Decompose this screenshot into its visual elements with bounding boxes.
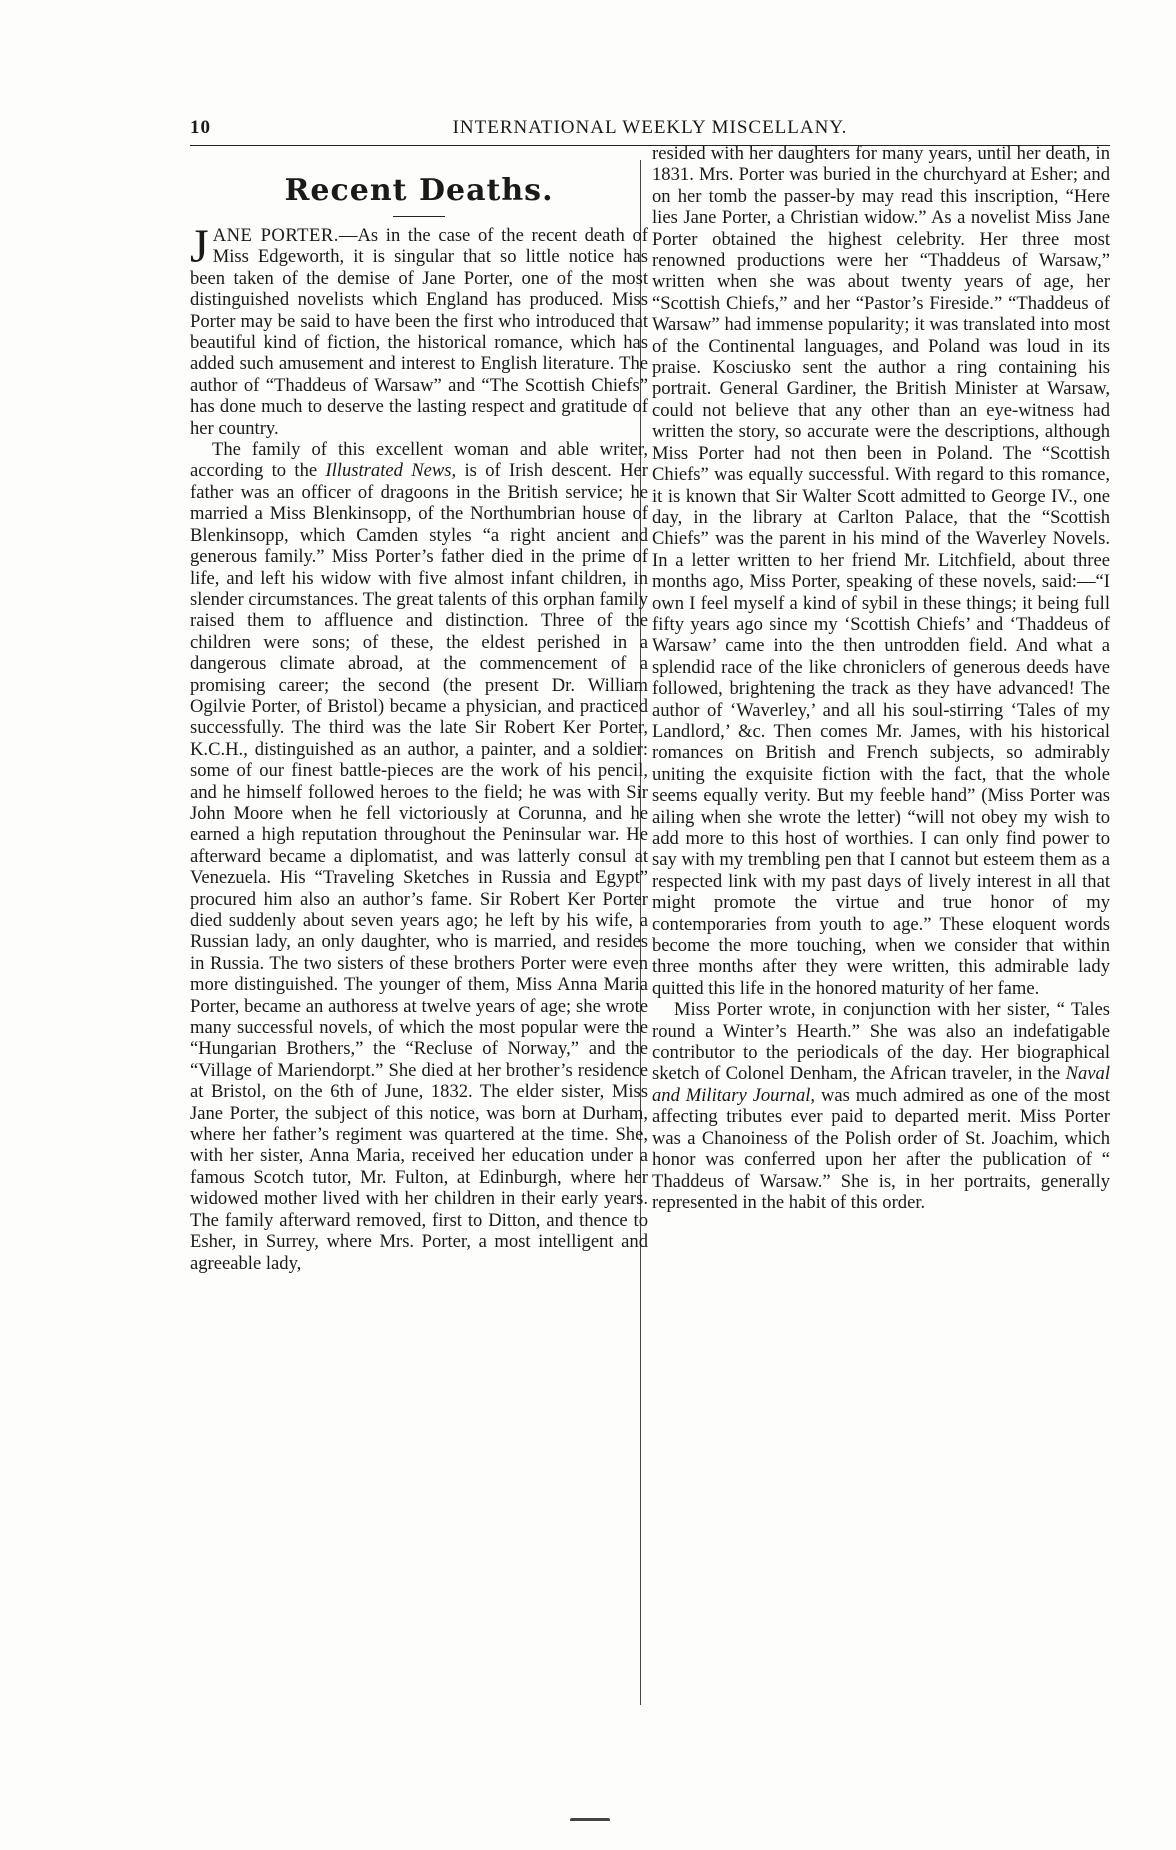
italic-journal: Naval and Military Journal, bbox=[652, 1063, 1110, 1106]
paragraph-text: is of Irish descent. Her father was an officer of dragoons in the British service; he married a Miss Blenkinsopp, of the Northumbrian house of Blenkinsopp, which Camden styles “a right ancient and generous family.” Miss Porter’s father died in the prime of life, and left his widow with five almost infant children, in slender circumstances. The great talents of this orphan family raised them to affluence and distinction. Three of the children were sons; of these, the eldest perished in a dangerous climate abroad, at the commencement of a promising career; the second (the present Dr. William Ogilvie Porter, of Bristol) became a physician, and practiced successfully. The third was the late Sir Robert Ker Porter, K.C.H., distinguished as an author, a painter, and a soldier: some of our finest battle-pieces are the work of his pencil, and he himself followed heroes to the field; he was with Sir John Moore when he fell victoriously at Corunna, and he earned a high reputation throughout the Peninsular war. He afterward became a diplomatist, and was latterly consul at Venezuela. His “Traveling Sketches in Russia and Egypt” procured him also an author’s fame. Sir Robert Ker Porter died suddenly about seven years ago; he left by his wife, a Russian lady, an only daughter, who is married, and resides in Russia. The two sisters of these brothers Porter were even more distinguished. The younger of them, Miss Anna Maria Porter, became an authoress at twelve years of age; she wrote many successful novels, of which the most popular were the “Hungarian Brothers,” the “Recluse of Norway,” and the “Village of Mariendorpt.” She died at her brother’s residence at Bristol, on the 6th of June, 1832. The elder sister, Miss Jane Porter, the subject of this notice, was born at Durham, where her father’s regiment was quartered at the time. She, with her sister, Anna Maria, received her education under a famous Scotch tutor, Mr. Fulton, at Edinburgh, where her widowed mother lived with her children in their early years. The family afterward removed, first to Ditton, and thence to Esher, in Surrey, where Mrs. Porter, a most intelligent and agreeable lady, bbox=[190, 460, 648, 1274]
paragraph-works bbox=[652, 999, 1110, 1213]
page-number: 10 bbox=[190, 117, 211, 138]
italic-source: Illustrated News, bbox=[325, 460, 457, 482]
subject-name: ANE PORTER. bbox=[212, 225, 339, 246]
paragraph-text: was much admired as one of the most affecting tributes ever paid to departed merit. Miss Porter was a Chanoiness of the Polish order of St. Joachim, which honor was conferred upon her after the publication of “ Thaddeus of Warsaw.” She is, in her portraits, generally represented in the habit of this order. bbox=[652, 1084, 1110, 1213]
paragraph-text: Miss Porter wrote, in conjunction with her sister, “ Tales round a Winter’s Hearth.” She was also an indefatigable contributor to the periodicals of the day. Her biographical sketch of Colonel Denham, the African traveler, in the bbox=[652, 999, 1110, 1085]
title-rule bbox=[393, 216, 445, 217]
paragraph-text: The family of this excellent woman and able writer, according to the bbox=[190, 439, 648, 482]
paragraph-intro bbox=[190, 220, 648, 439]
right-column bbox=[652, 143, 1110, 1213]
paragraph-family bbox=[190, 439, 648, 1274]
drop-cap: J bbox=[190, 220, 209, 273]
section-title: Recent Deaths. bbox=[284, 173, 554, 208]
journal-title: INTERNATIONAL WEEKLY MISCELLANY. bbox=[452, 117, 848, 138]
paragraph-continued: resided with her daughters for many years, until her death, in 1831. Mrs. Porter was buried in the churchyard at Esher; and on her tomb the passer-by may read this inscription, “Here lies Jane Porter, a Christian widow.” As a novelist Miss Jane Porter obtained the highest celebrity. Her three most renowned productions were her “Thaddeus of Warsaw,” written when she was about twenty years of age, her “Scottish Chiefs,” and her “Pastor’s Fireside.” “Thaddeus of Warsaw” had immense popularity; it was translated into most of the Continental languages, and Poland was loud in its praise. Kosciusko sent the author a ring containing his portrait. General Gardiner, the British Minister at Warsaw, could not believe that any other than an eye-witness had written the story, so accurate were the descriptions, although Miss Porter had not then been in Poland. The “Scottish Chiefs” was equally successful. With regard to this romance, it is known that Sir Walter Scott admitted to George IV., one day, in the library at Carlton Palace, that the “Scottish Chiefs” was the parent in his mind of the Waverley Novels. In a letter written to her friend Mr. Litchfield, about three months ago, Miss Porter, speaking of these novels, said:—“I own I feel myself a kind of sybil in these things; it being full fifty years ago since my ‘Scottish Chiefs’ and ‘Thaddeus of Warsaw’ came into the then untrodden field. And what a splendid race of the like chroniclers of generous deeds have followed, brightening the track as they have advanced! The author of ‘Waverley,’ and all his soul-stirring ‘Tales of my Landlord,’ &c. Then comes Mr. James, with his historical romances on British and French subjects, so admirably uniting the exquisite fiction with the fact, that the whole seems equally verity. But my feeble hand” (Miss Porter was ailing when she wrote the letter) “will not obey my wish to add more to this host of worthies. I can only find power to say with my trembling pen that I cannot but esteem them as a respected link with my past days of lively interest in all that might promote the virtue and true honor of my contemporaries from youth to age.” These eloquent words become the more touching, when we consider that within three months after they were written, this admirable lady quitted this life in the honored maturity of her fame. bbox=[652, 143, 1110, 999]
footer-ornament bbox=[570, 1818, 610, 1825]
paragraph-text: —As in the case of the recent death of Miss Edgeworth, it is singular that so little notice has been taken of the demise of Jane Porter, one of the most distinguished novelists which England has produced. Miss Porter may be said to have been the first who introduced that beautiful kind of fiction, the historical romance, which has added such amusement and interest to English literature. The author of “Thaddeus of Warsaw” and “The Scottish Chiefs” has done much to deserve the lasting respect and gratitude of her country. bbox=[190, 225, 648, 439]
left-column bbox=[190, 160, 648, 1274]
running-head bbox=[190, 117, 1110, 145]
